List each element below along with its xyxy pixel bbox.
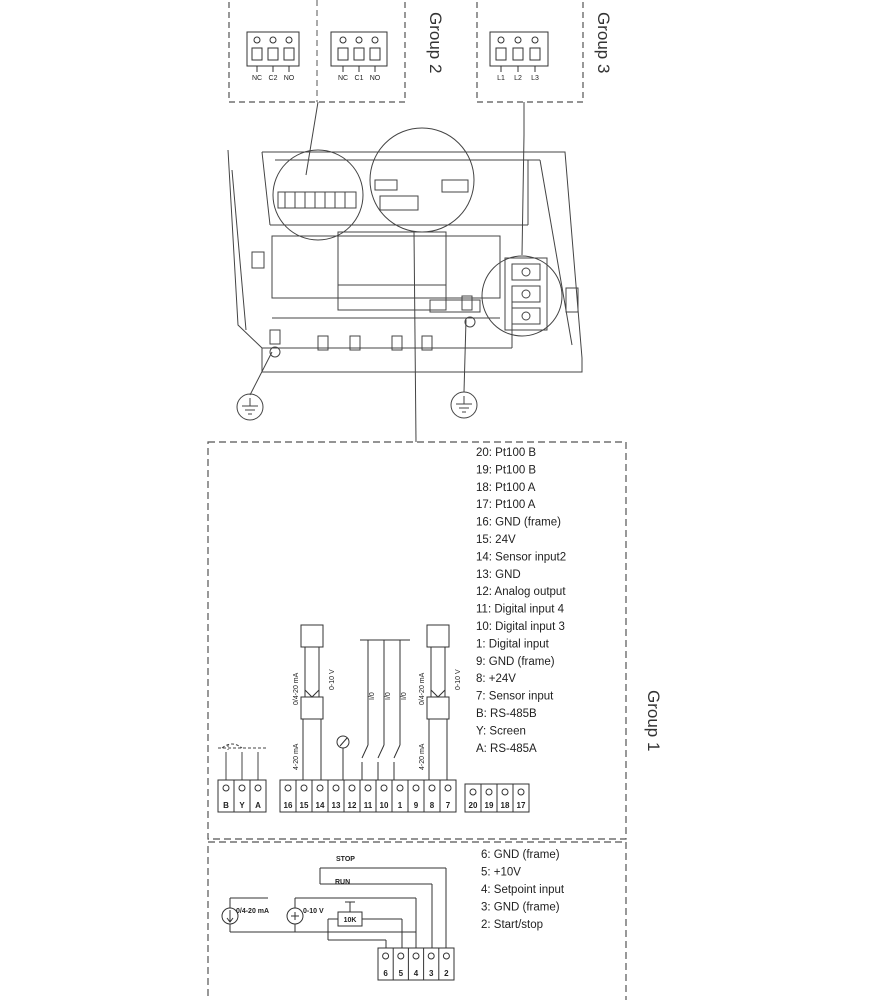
- group3-terminal-1: L1: [497, 75, 505, 82]
- main-terminal-label-16: 16: [283, 801, 293, 810]
- potentiometer-label: 10K: [343, 917, 357, 924]
- relay-left-terminal-3: NO: [283, 75, 295, 82]
- group1-legend-item-18: A: RS-485A: [476, 742, 537, 755]
- group1-legend-item-1: 20: Pt100 B: [476, 447, 537, 459]
- main-terminal-label-12: 12: [347, 801, 357, 810]
- controller-board: [228, 128, 582, 372]
- group2-leader-line: [306, 102, 318, 175]
- lower-terminal-label-3: 3: [428, 969, 434, 978]
- group1-legend-item-17: Y: Screen: [476, 725, 526, 738]
- relay-right-terminal-2: C1: [354, 75, 364, 82]
- stop-label: STOP: [336, 856, 355, 863]
- lower-legend-item-1: 6: GND (frame): [481, 849, 560, 861]
- digital-input-switches: [360, 640, 410, 780]
- lower-legend-item-4: 3: GND (frame): [481, 901, 560, 914]
- group1-legend-item-5: 16: GND (frame): [476, 516, 561, 529]
- group3-label: Group 3: [594, 12, 613, 74]
- left-sensor-wiring: [301, 625, 323, 780]
- main-terminal-label-11: 11: [363, 801, 373, 810]
- main-terminal-label-13: 13: [331, 801, 341, 810]
- group1-legend-item-12: 1: Digital input: [476, 638, 549, 651]
- group1-label: Group 1: [644, 690, 663, 752]
- relay-right-terminal-3: NO: [369, 75, 381, 82]
- group1-legend-item-13: 9: GND (frame): [476, 655, 555, 668]
- rs485-terminal-label-B: B: [223, 801, 229, 810]
- voltage-source-label: 0-10 V: [303, 908, 324, 915]
- lower-legend-item-5: 2: Start/stop: [481, 919, 544, 931]
- rs485-terminal-label-A: A: [255, 801, 261, 810]
- group1-legend-item-4: 17: Pt100 A: [476, 499, 536, 512]
- digital-input-label-2: I/0: [385, 692, 392, 700]
- group3-terminal-2: L2: [514, 75, 522, 82]
- group1-legend-item-6: 15: 24V: [476, 534, 516, 546]
- main-terminal-label-10: 10: [379, 801, 389, 810]
- rs485-terminal-label-Y: Y: [239, 801, 245, 810]
- left-sensor-voltage-label: 0-10 V: [329, 669, 336, 690]
- right-sensor-current-lower-label: 4-20 mA: [419, 743, 426, 770]
- main-terminal-label-1: 1: [397, 801, 403, 810]
- current-source-label: 0/4-20 mA: [236, 908, 270, 915]
- lower-legend-item-2: 5: +10V: [481, 866, 521, 879]
- group1-legend-item-11: 10: Digital input 3: [476, 621, 565, 633]
- lower-legend-item-3: 4: Setpoint input: [481, 884, 565, 896]
- right-sensor-current-label: 0/4-20 mA: [419, 672, 426, 705]
- group1-leader-line: [414, 232, 416, 442]
- lower-terminal-label-5: 5: [398, 969, 404, 978]
- run-label: RUN: [335, 879, 351, 886]
- main-terminal-label-15: 15: [299, 801, 309, 810]
- digital-input-label-1: I/0: [369, 692, 376, 700]
- group1-legend-item-3: 18: Pt100 A: [476, 481, 536, 494]
- group1-legend-item-7: 14: Sensor input2: [476, 551, 567, 564]
- analog-output-meter: [337, 736, 349, 780]
- group3-leader-line: [522, 102, 524, 255]
- pt100-terminal-label-18: 18: [500, 801, 510, 810]
- pt100-terminal-label-20: 20: [468, 801, 478, 810]
- group2-relay-left: [247, 32, 299, 82]
- relay-left-terminal-1: NC: [251, 75, 263, 82]
- main-terminal-label-7: 7: [445, 801, 451, 810]
- group1-legend: [476, 447, 566, 755]
- lower-terminal-label-4: 4: [413, 969, 419, 978]
- potentiometer-icon: [328, 902, 402, 948]
- relay-right-terminal-1: NC: [337, 75, 349, 82]
- pt100-terminal-label-19: 19: [484, 801, 494, 810]
- group2-label: Group 2: [426, 12, 445, 74]
- left-sensor-current-lower-label: 4-20 mA: [293, 743, 300, 770]
- group1-legend-item-14: 8: +24V: [476, 673, 516, 686]
- digital-input-label-3: I/0: [401, 692, 408, 700]
- group1-legend-item-16: B: RS-485B: [476, 708, 537, 720]
- group3-box: [477, 0, 583, 102]
- group1-legend-item-2: 19: Pt100 B: [476, 464, 537, 477]
- earth-icon-right: [451, 320, 477, 418]
- earth-icon-left: [237, 352, 272, 420]
- lower-terminal-label-2: 2: [444, 969, 449, 978]
- group1-legend-item-8: 13: GND: [476, 568, 521, 581]
- group1-box: [208, 442, 626, 839]
- group2-relay-right: [331, 32, 387, 82]
- right-sensor-voltage-label: 0-10 V: [455, 669, 462, 690]
- main-terminal-label-8: 8: [429, 801, 435, 810]
- pt100-terminal-label-17: 17: [516, 801, 526, 810]
- lower-terminal-label-6: 6: [383, 969, 388, 978]
- relay-left-terminal-2: C2: [268, 75, 278, 82]
- group1-legend-item-15: 7: Sensor input: [476, 690, 554, 703]
- right-sensor-wiring: [427, 625, 449, 780]
- group3-terminal-3: L3: [531, 75, 539, 82]
- main-terminal-label-9: 9: [413, 801, 419, 810]
- main-terminal-label-14: 14: [315, 801, 325, 810]
- current-source-icon: [222, 898, 416, 932]
- group1-legend-item-9: 12: Analog output: [476, 586, 566, 599]
- left-sensor-current-label: 0/4-20 mA: [293, 672, 300, 705]
- lower-legend: [481, 849, 565, 931]
- group1-legend-item-10: 11: Digital input 4: [476, 603, 565, 616]
